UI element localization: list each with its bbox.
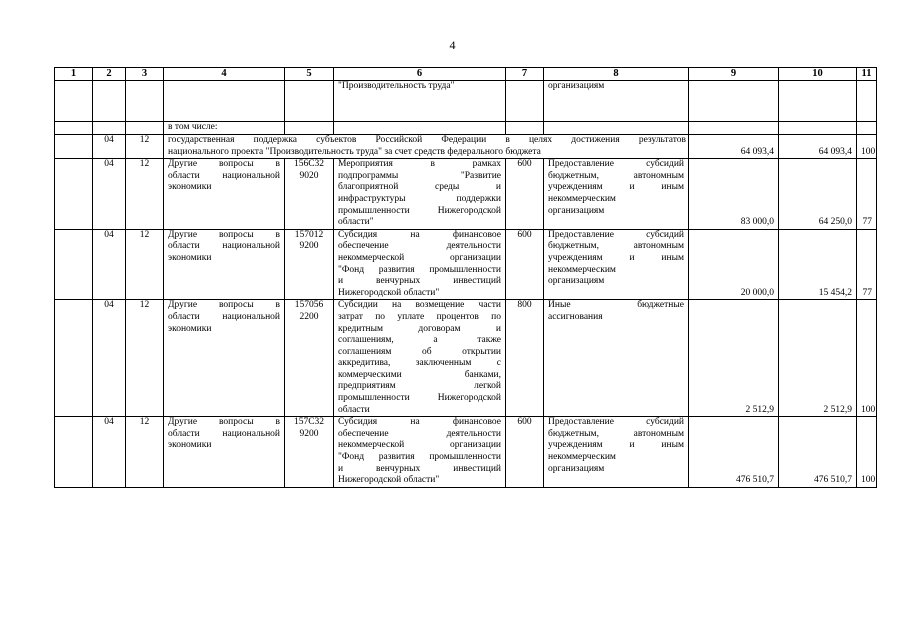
text-line: благоприятной среды и xyxy=(338,182,501,193)
text-line: организациям xyxy=(548,463,605,474)
federal-row xyxy=(55,135,877,159)
expense-type-name xyxy=(544,159,689,230)
text-line: затрат по уплате процентов по xyxy=(338,311,501,322)
expense-type-code: 600 xyxy=(506,229,544,300)
text-line: Субсидии на возмещение части xyxy=(338,300,501,311)
text-line: области национальной xyxy=(168,428,280,439)
text-line: организациям xyxy=(548,205,605,216)
text-line: экономики xyxy=(168,252,212,263)
expense-type-name xyxy=(544,229,689,300)
section-name xyxy=(164,229,285,300)
text-line: инфраструктуры поддержки xyxy=(338,193,501,204)
text-line: области национальной xyxy=(168,241,280,252)
budget-table xyxy=(54,67,877,488)
text-line: некоммерческим xyxy=(548,193,616,204)
text-line: области национальной xyxy=(168,170,280,181)
column-header: 5 xyxy=(285,68,334,81)
table-row xyxy=(55,300,877,417)
federal-description-line: государственная поддержка субъектов Российской Федерации в целях достижения результатов xyxy=(168,135,686,145)
target-article-code xyxy=(285,229,334,300)
text-line: ассигнования xyxy=(548,311,603,322)
actual-amount: 64 250,0 xyxy=(779,159,857,230)
column-header: 8 xyxy=(544,68,689,81)
planned-amount: 2 512,9 xyxy=(689,300,779,417)
planned-amount: 20 000,0 xyxy=(689,229,779,300)
planned-amount: 64 093,4 xyxy=(689,135,779,159)
text-line: "Фонд развития промышленности xyxy=(338,264,501,275)
expense-description xyxy=(334,300,506,417)
continuation-row xyxy=(55,81,877,122)
text-line: обеспечение деятельности xyxy=(338,428,501,439)
expense-type-code: 600 xyxy=(506,417,544,488)
text-line: экономики xyxy=(168,440,212,451)
table-row xyxy=(55,417,877,488)
text-line: Предоставление субсидий xyxy=(548,229,684,240)
including-row xyxy=(55,122,877,135)
percent-executed: 100 xyxy=(857,135,877,159)
column-header: 6 xyxy=(334,68,506,81)
percent-executed: 100 xyxy=(857,417,877,488)
text-line: обеспечение деятельности xyxy=(338,241,501,252)
percent-executed: 77 xyxy=(857,229,877,300)
text-line: области xyxy=(338,404,370,415)
subsection-code: 12 xyxy=(126,229,164,300)
text-line: области национальной xyxy=(168,311,280,322)
text-line: и венчурных инвестиций xyxy=(338,276,501,287)
table-header-row xyxy=(55,68,877,81)
text-line: учреждениям и иным xyxy=(548,252,684,263)
target-article-code xyxy=(285,159,334,230)
column-header: 2 xyxy=(93,68,126,81)
text-line: Субсидия на финансовое xyxy=(338,229,501,240)
section-name xyxy=(164,159,285,230)
text-line: 9200 xyxy=(299,241,319,252)
text-line: бюджетным, автономным xyxy=(548,241,684,252)
text-line: Другие вопросы в xyxy=(168,159,280,170)
text-line: коммерческими банками, xyxy=(338,369,501,380)
text-line: Предоставление субсидий xyxy=(548,417,684,428)
text-line: соглашениям об открытии xyxy=(338,346,501,357)
expense-description xyxy=(334,159,506,230)
actual-amount: 476 510,7 xyxy=(779,417,857,488)
subsection-code: 12 xyxy=(126,417,164,488)
section-code: 04 xyxy=(93,229,126,300)
text-line: подпрограммы "Развитие xyxy=(338,170,501,181)
section-name xyxy=(164,300,285,417)
table-row xyxy=(55,159,877,230)
text-line: 9200 xyxy=(299,428,319,439)
text-line: 157056 xyxy=(294,300,324,311)
federal-description-line: национального проекта "Производительность труда" за счет средств федерального бюджета xyxy=(168,146,541,157)
text-line: 2200 xyxy=(299,311,319,322)
text-line: аккредитива, заключенным с xyxy=(338,358,501,369)
text-line: некоммерческой организации xyxy=(338,440,501,451)
text-line: 156С32 xyxy=(293,159,325,170)
target-article-code xyxy=(285,417,334,488)
column-header: 1 xyxy=(55,68,93,81)
target-article-code xyxy=(285,300,334,417)
table-row xyxy=(55,229,877,300)
column-header: 3 xyxy=(126,68,164,81)
text-line: промышленности Нижегородской xyxy=(338,205,501,216)
text-line: некоммерческой организации xyxy=(338,252,501,263)
actual-amount: 64 093,4 xyxy=(779,135,857,159)
text-line: Другие вопросы в xyxy=(168,417,280,428)
text-line: Нижегородской области" xyxy=(338,287,440,298)
expense-description xyxy=(334,229,506,300)
text-line: организациям xyxy=(548,276,605,287)
text-line: 157С32 xyxy=(293,417,325,428)
text-line: предприятиям легкой xyxy=(338,381,501,392)
section-code: 04 xyxy=(93,159,126,230)
subsection-code: 12 xyxy=(126,300,164,417)
text-line: Нижегородской области" xyxy=(338,475,440,486)
text-line: бюджетным, автономным xyxy=(548,170,684,181)
text-line: соглашениям, а также xyxy=(338,335,501,346)
text-line: учреждениям и иным xyxy=(548,182,684,193)
text-line: Предоставление субсидий xyxy=(548,159,684,170)
actual-amount: 2 512,9 xyxy=(779,300,857,417)
percent-executed: 77 xyxy=(857,159,877,230)
text-line: бюджетным, автономным xyxy=(548,428,684,439)
expense-type-code: 600 xyxy=(506,159,544,230)
text-line: учреждениям и иным xyxy=(548,440,684,451)
text-line: 9020 xyxy=(299,170,319,181)
text-line: Другие вопросы в xyxy=(168,300,280,311)
planned-amount: 83 000,0 xyxy=(689,159,779,230)
text-line: кредитным договорам и xyxy=(338,323,501,334)
column-header: 9 xyxy=(689,68,779,81)
including-label: в том числе: xyxy=(164,122,285,135)
text-line: промышленности Нижегородской xyxy=(338,393,501,404)
expense-type-name xyxy=(544,417,689,488)
page-number: 4 xyxy=(449,38,456,52)
section-code: 04 xyxy=(93,417,126,488)
text-line: 157012 xyxy=(294,229,324,240)
text-line: экономики xyxy=(168,323,212,334)
section-name xyxy=(164,417,285,488)
section-code: 04 xyxy=(93,135,126,159)
text-line: некоммерческим xyxy=(548,452,616,463)
text-line: Мероприятия в рамках xyxy=(338,159,501,170)
federal-description xyxy=(164,135,689,159)
column-header: 11 xyxy=(857,68,877,81)
expense-type-code: 800 xyxy=(506,300,544,417)
subsection-code: 12 xyxy=(126,159,164,230)
planned-amount: 476 510,7 xyxy=(689,417,779,488)
column-header: 4 xyxy=(164,68,285,81)
continuation-col8: организациям xyxy=(544,81,689,122)
text-line: области" xyxy=(338,217,374,228)
continuation-col6: "Производительность труда" xyxy=(334,81,506,122)
text-line: "Фонд развития промышленности xyxy=(338,452,501,463)
actual-amount: 15 454,2 xyxy=(779,229,857,300)
text-line: Субсидия на финансовое xyxy=(338,417,501,428)
percent-executed: 100 xyxy=(857,300,877,417)
text-line: некоммерческим xyxy=(548,264,616,275)
text-line: Другие вопросы в xyxy=(168,229,280,240)
column-header: 7 xyxy=(506,68,544,81)
text-line: и венчурных инвестиций xyxy=(338,463,501,474)
expense-description xyxy=(334,417,506,488)
text-line: Иные бюджетные xyxy=(548,300,684,311)
expense-type-name xyxy=(544,300,689,417)
text-line: экономики xyxy=(168,182,212,193)
section-code: 04 xyxy=(93,300,126,417)
column-header: 10 xyxy=(779,68,857,81)
subsection-code: 12 xyxy=(126,135,164,159)
